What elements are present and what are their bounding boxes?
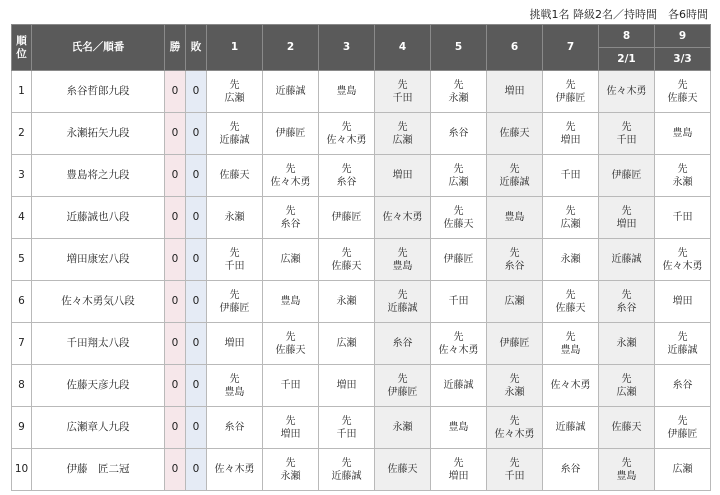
sente-mark: 先 (509, 457, 520, 469)
opponent-name: 千田 (616, 134, 637, 146)
player-rows (12, 71, 711, 491)
player-row (12, 407, 711, 449)
opponent-name: 増田 (560, 134, 581, 146)
opponent-name: 広瀬 (280, 254, 301, 265)
game-cell (263, 281, 319, 323)
opponent-name: 近藤誠 (667, 344, 698, 356)
opponent-name: 糸谷 (448, 128, 469, 139)
player-row (12, 281, 711, 323)
sente-mark: 先 (229, 247, 240, 259)
game-cell (599, 323, 655, 365)
game-cell (263, 197, 319, 239)
opponent-name: 豊島 (336, 86, 357, 97)
opponent-name: 伊藤匠 (611, 170, 642, 181)
game-cell (599, 197, 655, 239)
opponent-name: 豊島 (504, 212, 525, 223)
opponent-name: 千田 (672, 212, 693, 223)
opponent-name: 伊藤匠 (499, 338, 530, 349)
wins-cell: 0 (165, 449, 186, 491)
sente-mark: 先 (285, 331, 296, 343)
opponent-name: 増田 (448, 470, 469, 482)
game-cell (263, 155, 319, 197)
game-cell (431, 365, 487, 407)
sente-mark: 先 (453, 205, 464, 217)
sente-mark: 先 (285, 415, 296, 427)
game-cell (487, 365, 543, 407)
opponent-name: 伊藤匠 (331, 212, 362, 223)
game-cell (263, 449, 319, 491)
round-header: 5 (431, 25, 487, 71)
game-cell (319, 239, 375, 281)
opponent-name: 伊藤匠 (387, 386, 418, 398)
opponent-name: 佐々木勇 (606, 86, 647, 97)
game-cell (319, 449, 375, 491)
opponent-name: 佐々木勇 (438, 344, 479, 356)
game-cell (655, 449, 711, 491)
game-cell (431, 71, 487, 113)
losses-cell: 0 (186, 113, 207, 155)
opponent-name: 佐々木勇 (326, 134, 367, 146)
game-cell (375, 281, 431, 323)
opponent-name: 糸谷 (280, 218, 301, 230)
game-cell (375, 323, 431, 365)
game-cell (599, 113, 655, 155)
opponent-name: 広瀬 (560, 218, 581, 230)
player-row (12, 323, 711, 365)
game-cell (487, 197, 543, 239)
sente-mark: 先 (621, 289, 632, 301)
game-cell (319, 197, 375, 239)
opponent-name: 伊藤匠 (555, 92, 586, 104)
losses-cell: 0 (186, 197, 207, 239)
game-cell (207, 449, 263, 491)
game-cell (655, 323, 711, 365)
losses-cell: 0 (186, 71, 207, 113)
game-cell (655, 281, 711, 323)
player-row (12, 365, 711, 407)
sente-mark: 先 (565, 331, 576, 343)
opponent-name: 豊島 (280, 296, 301, 307)
game-cell (319, 407, 375, 449)
sente-mark: 先 (341, 121, 352, 133)
losses-cell: 0 (186, 365, 207, 407)
opponent-name: 広瀬 (504, 296, 525, 307)
game-cell (543, 113, 599, 155)
game-cell (375, 239, 431, 281)
game-cell (543, 239, 599, 281)
losses-cell: 0 (186, 281, 207, 323)
game-cell (599, 407, 655, 449)
opponent-name: 広瀬 (448, 176, 469, 188)
wins-cell: 0 (165, 113, 186, 155)
game-cell (543, 197, 599, 239)
opponent-name: 佐々木勇 (494, 428, 535, 440)
round-header: 3 (319, 25, 375, 71)
opponent-name: 広瀬 (336, 338, 357, 349)
game-cell (543, 449, 599, 491)
game-cell (375, 449, 431, 491)
opponent-name: 増田 (336, 380, 357, 391)
game-cell (431, 323, 487, 365)
round-header: 6 (487, 25, 543, 71)
sente-mark: 先 (565, 205, 576, 217)
losses-cell: 0 (186, 323, 207, 365)
opponent-name: 佐々木勇 (270, 176, 311, 188)
opponent-name: 糸谷 (224, 422, 245, 433)
losses-cell: 0 (186, 155, 207, 197)
wins-header: 勝 (165, 25, 186, 71)
sente-mark: 先 (621, 457, 632, 469)
opponent-name: 永瀬 (336, 296, 357, 307)
sente-mark: 先 (397, 247, 408, 259)
game-cell (207, 323, 263, 365)
round-header: 9 (655, 25, 711, 48)
sente-mark: 先 (453, 163, 464, 175)
rank-cell: 6 (12, 281, 32, 323)
round-date: 2/1 (599, 48, 655, 71)
sente-mark: 先 (341, 457, 352, 469)
opponent-name: 近藤誠 (331, 470, 362, 482)
opponent-name: 佐々木勇 (214, 464, 255, 475)
opponent-name: 永瀬 (560, 254, 581, 265)
opponent-name: 永瀬 (392, 422, 413, 433)
sente-mark: 先 (565, 121, 576, 133)
opponent-name: 豊島 (448, 422, 469, 433)
opponent-name: 伊藤匠 (219, 302, 250, 314)
opponent-name: 佐藤天 (555, 302, 586, 314)
opponent-name: 佐藤天 (499, 128, 530, 139)
player-name: 糸谷哲郎九段 (32, 71, 165, 113)
sente-mark: 先 (341, 415, 352, 427)
opponent-name: 増田 (616, 218, 637, 230)
opponent-name: 広瀬 (616, 386, 637, 398)
wins-cell: 0 (165, 365, 186, 407)
game-cell (375, 113, 431, 155)
game-cell (431, 407, 487, 449)
sente-mark: 先 (565, 79, 576, 91)
game-cell (207, 113, 263, 155)
game-cell (487, 281, 543, 323)
opponent-name: 伊藤匠 (667, 428, 698, 440)
player-row (12, 197, 711, 239)
sente-mark: 先 (229, 121, 240, 133)
player-row (12, 449, 711, 491)
game-cell (655, 71, 711, 113)
opponent-name: 増田 (280, 428, 301, 440)
game-cell (599, 155, 655, 197)
opponent-name: 伊藤匠 (275, 128, 306, 139)
opponent-name: 佐藤天 (275, 344, 306, 356)
opponent-name: 千田 (560, 170, 581, 181)
game-cell (655, 113, 711, 155)
sente-mark: 先 (229, 79, 240, 91)
game-cell (487, 449, 543, 491)
opponent-name: 糸谷 (336, 176, 357, 188)
game-cell (543, 323, 599, 365)
opponent-name: 豊島 (392, 260, 413, 272)
player-name: 広瀬章人九段 (32, 407, 165, 449)
wins-cell: 0 (165, 155, 186, 197)
sente-mark: 先 (397, 79, 408, 91)
opponent-name: 佐々木勇 (382, 212, 423, 223)
player-name: 千田翔太八段 (32, 323, 165, 365)
losses-cell: 0 (186, 449, 207, 491)
sente-mark: 先 (285, 163, 296, 175)
sente-mark: 先 (677, 415, 688, 427)
rank-cell: 4 (12, 197, 32, 239)
opponent-name: 永瀬 (616, 338, 637, 349)
game-cell (263, 365, 319, 407)
opponent-name: 千田 (224, 260, 245, 272)
game-cell (375, 197, 431, 239)
rank-header: 順位 (12, 25, 32, 71)
opponent-name: 近藤誠 (555, 422, 586, 433)
opponent-name: 豊島 (672, 128, 693, 139)
losses-header: 敗 (186, 25, 207, 71)
league-rules-note: 挑戦1名 降級2名／持時間 各6時間 (529, 8, 708, 21)
rank-cell: 3 (12, 155, 32, 197)
rank-cell: 2 (12, 113, 32, 155)
game-cell (207, 239, 263, 281)
opponent-name: 千田 (392, 92, 413, 104)
wins-cell: 0 (165, 323, 186, 365)
wins-cell: 0 (165, 239, 186, 281)
game-cell (655, 239, 711, 281)
opponent-name: 佐藤天 (443, 218, 474, 230)
game-cell (263, 407, 319, 449)
player-row (12, 71, 711, 113)
game-cell (207, 197, 263, 239)
league-table (11, 24, 711, 491)
round-header: 7 (543, 25, 599, 71)
opponent-name: 広瀬 (672, 464, 693, 475)
opponent-name: 近藤誠 (443, 380, 474, 391)
game-cell (543, 71, 599, 113)
player-name: 増田康宏八段 (32, 239, 165, 281)
game-cell (319, 71, 375, 113)
opponent-name: 千田 (336, 428, 357, 440)
player-row (12, 239, 711, 281)
game-cell (431, 281, 487, 323)
game-cell (319, 155, 375, 197)
sente-mark: 先 (397, 289, 408, 301)
round-header: 2 (263, 25, 319, 71)
game-cell (487, 323, 543, 365)
game-cell (431, 113, 487, 155)
sente-mark: 先 (453, 331, 464, 343)
rank-cell: 8 (12, 365, 32, 407)
player-name: 豊島将之九段 (32, 155, 165, 197)
game-cell (655, 155, 711, 197)
sente-mark: 先 (677, 247, 688, 259)
sente-mark: 先 (285, 457, 296, 469)
game-cell (319, 323, 375, 365)
opponent-name: 佐藤天 (331, 260, 362, 272)
sente-mark: 先 (621, 121, 632, 133)
game-cell (375, 71, 431, 113)
opponent-name: 増田 (392, 170, 413, 181)
opponent-name: 増田 (672, 296, 693, 307)
wins-cell: 0 (165, 71, 186, 113)
game-cell (599, 449, 655, 491)
sente-mark: 先 (565, 289, 576, 301)
game-cell (655, 407, 711, 449)
wins-cell: 0 (165, 197, 186, 239)
sente-mark: 先 (509, 373, 520, 385)
player-name: 佐々木勇気八段 (32, 281, 165, 323)
opponent-name: 近藤誠 (387, 302, 418, 314)
opponent-name: 永瀬 (224, 212, 245, 223)
sente-mark: 先 (677, 163, 688, 175)
losses-cell: 0 (186, 239, 207, 281)
game-cell (543, 281, 599, 323)
opponent-name: 豊島 (616, 470, 637, 482)
opponent-name: 増田 (224, 338, 245, 349)
game-cell (431, 239, 487, 281)
round-date: 3/3 (655, 48, 711, 71)
opponent-name: 豊島 (560, 344, 581, 356)
game-cell (599, 71, 655, 113)
sente-mark: 先 (509, 163, 520, 175)
opponent-name: 佐藤天 (219, 170, 250, 181)
game-cell (207, 365, 263, 407)
wins-cell: 0 (165, 407, 186, 449)
opponent-name: 糸谷 (672, 380, 693, 391)
sente-mark: 先 (621, 205, 632, 217)
opponent-name: 佐藤天 (387, 464, 418, 475)
game-cell (431, 197, 487, 239)
sente-mark: 先 (229, 373, 240, 385)
opponent-name: 近藤誠 (499, 176, 530, 188)
game-cell (319, 281, 375, 323)
name-header: 氏名／順番 (32, 25, 165, 71)
opponent-name: 千田 (280, 380, 301, 391)
game-cell (375, 407, 431, 449)
game-cell (263, 113, 319, 155)
rank-cell: 10 (12, 449, 32, 491)
game-cell (431, 155, 487, 197)
round-header: 4 (375, 25, 431, 71)
game-cell (375, 365, 431, 407)
player-name: 佐藤天彦九段 (32, 365, 165, 407)
opponent-name: 永瀬 (448, 92, 469, 104)
game-cell (599, 281, 655, 323)
sente-mark: 先 (509, 415, 520, 427)
sente-mark: 先 (453, 79, 464, 91)
player-name: 近藤誠也八段 (32, 197, 165, 239)
opponent-name: 糸谷 (392, 338, 413, 349)
sente-mark: 先 (453, 457, 464, 469)
opponent-name: 佐々木勇 (550, 380, 591, 391)
player-row (12, 155, 711, 197)
player-row (12, 113, 711, 155)
sente-mark: 先 (341, 163, 352, 175)
opponent-name: 千田 (504, 470, 525, 482)
rank-cell: 1 (12, 71, 32, 113)
game-cell (263, 323, 319, 365)
opponent-name: 千田 (448, 296, 469, 307)
rank-cell: 9 (12, 407, 32, 449)
game-cell (207, 281, 263, 323)
sente-mark: 先 (285, 205, 296, 217)
wins-cell: 0 (165, 281, 186, 323)
rank-cell: 7 (12, 323, 32, 365)
player-name: 永瀬拓矢九段 (32, 113, 165, 155)
game-cell (431, 449, 487, 491)
game-cell (487, 155, 543, 197)
game-cell (599, 365, 655, 407)
opponent-name: 糸谷 (560, 464, 581, 475)
opponent-name: 近藤誠 (219, 134, 250, 146)
round-header: 1 (207, 25, 263, 71)
losses-cell: 0 (186, 407, 207, 449)
game-cell (543, 407, 599, 449)
opponent-name: 伊藤匠 (443, 254, 474, 265)
opponent-name: 豊島 (224, 386, 245, 398)
opponent-name: 永瀬 (280, 470, 301, 482)
game-cell (487, 113, 543, 155)
opponent-name: 広瀬 (392, 134, 413, 146)
opponent-name: 佐藤天 (667, 92, 698, 104)
game-cell (375, 155, 431, 197)
sente-mark: 先 (677, 331, 688, 343)
game-cell (487, 239, 543, 281)
opponent-name: 佐々木勇 (662, 260, 703, 272)
sente-mark: 先 (397, 121, 408, 133)
opponent-name: 永瀬 (672, 176, 693, 188)
opponent-name: 佐藤天 (611, 422, 642, 433)
game-cell (207, 71, 263, 113)
game-cell (263, 239, 319, 281)
game-cell (543, 155, 599, 197)
opponent-name: 糸谷 (504, 260, 525, 272)
opponent-name: 増田 (504, 86, 525, 97)
sente-mark: 先 (229, 289, 240, 301)
game-cell (319, 365, 375, 407)
game-cell (263, 71, 319, 113)
opponent-name: 近藤誠 (275, 86, 306, 97)
game-cell (487, 407, 543, 449)
sente-mark: 先 (397, 373, 408, 385)
game-cell (655, 365, 711, 407)
opponent-name: 広瀬 (224, 92, 245, 104)
sente-mark: 先 (341, 247, 352, 259)
game-cell (319, 113, 375, 155)
player-name: 伊藤 匠二冠 (32, 449, 165, 491)
game-cell (207, 407, 263, 449)
rank-cell: 5 (12, 239, 32, 281)
opponent-name: 永瀬 (504, 386, 525, 398)
game-cell (543, 365, 599, 407)
opponent-name: 糸谷 (616, 302, 637, 314)
sente-mark: 先 (621, 373, 632, 385)
sente-mark: 先 (509, 247, 520, 259)
header-row (12, 25, 711, 48)
game-cell (487, 71, 543, 113)
game-cell (599, 239, 655, 281)
game-cell (655, 197, 711, 239)
sente-mark: 先 (677, 79, 688, 91)
game-cell (207, 155, 263, 197)
opponent-name: 近藤誠 (611, 254, 642, 265)
round-header: 8 (599, 25, 655, 48)
